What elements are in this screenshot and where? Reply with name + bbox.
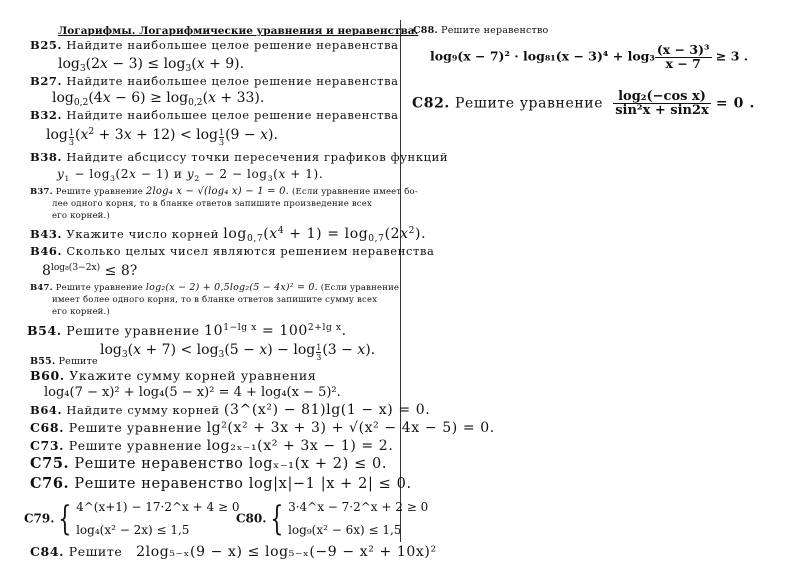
formula-b43 [223, 226, 426, 242]
problem-text: (Если уравнение имеет бо- [291, 187, 418, 197]
system [76, 496, 239, 542]
formula-c88 [430, 44, 748, 70]
problem-label: C75. [30, 455, 70, 472]
f: x [196, 56, 205, 72]
problem-b43 [30, 226, 427, 244]
f: − 2 − log [199, 167, 268, 181]
f: 1 [316, 343, 322, 352]
formula-b60: log₄(7 − x)² + log₄(5 − x)² = 4 + log₄(x − 5)². [44, 385, 341, 400]
f: 3 [218, 350, 225, 360]
f: log₂(−cos x) [613, 90, 711, 104]
f: + 7) < log [141, 342, 219, 358]
formula-c68: lg²(x² + 3x + 3) + √(x² − 4x − 5) = 0. [206, 420, 495, 436]
f: . [341, 323, 347, 339]
formula-b55 [100, 343, 375, 362]
f: ( [202, 90, 209, 106]
f: 1 [64, 174, 70, 183]
problem-label: C88. [413, 25, 438, 36]
inequality-2: log₉(x² − 6x) ≤ 1,5 [288, 523, 402, 537]
f: 3 [121, 350, 128, 360]
f: 8 [42, 263, 51, 279]
problem-text: Решите неравенство [74, 476, 244, 492]
f: 3 [219, 138, 225, 147]
f: ( [263, 226, 270, 242]
f: log [58, 56, 80, 72]
problem-b46 [30, 246, 435, 258]
problem-b25 [30, 40, 399, 52]
f: 0,2 [188, 98, 203, 108]
problem-label: C79. [24, 511, 55, 526]
fraction [655, 44, 712, 70]
problem-text: Укажите число корней [66, 227, 220, 241]
formula-c75: logₓ₋₁(x + 2) ≤ 0. [248, 456, 388, 472]
formula-c84: 2log₅₋ₓ(9 − x) ≤ log₅₋ₓ(−9 − x² + 10x)² [136, 544, 437, 560]
f: x − 7 [665, 55, 701, 71]
f: 3 [79, 64, 86, 74]
problem-text: Найдите наибольшее целое решение неравенства [66, 38, 399, 52]
problem-label: C73. [30, 438, 65, 453]
f: − 1) и [136, 167, 187, 181]
formula: 2log₄ x − √(log₄ x) − 1 = 0. [145, 186, 290, 197]
problem-c88 [413, 26, 548, 36]
problem-c79 [24, 496, 239, 542]
f: 3 [185, 64, 192, 74]
f: x [123, 127, 132, 143]
f: ( [127, 342, 134, 358]
problem-label: C84. [30, 544, 65, 559]
problem-b64 [30, 403, 430, 417]
fraction [219, 128, 224, 147]
problem-text: (Если уравнение [320, 283, 400, 293]
f: 2 [194, 174, 200, 183]
f: ( [273, 167, 279, 181]
problem-label: B64. [30, 403, 63, 417]
problem-text: Решите уравнение [66, 323, 200, 338]
f: + 3 [94, 127, 124, 143]
problem-c68 [30, 421, 495, 435]
problem-c80 [236, 496, 428, 542]
f: log [100, 342, 122, 358]
problem-label: B55. [30, 356, 56, 367]
problem-label: B46. [30, 244, 63, 258]
problem-text: Решите уравнение [454, 95, 604, 112]
f: log₉(x − 7)² · log₈₁(x − 3)⁴ + log₃ [430, 48, 655, 64]
f: x [259, 342, 268, 358]
formula: log₂(x − 2) + 0,5log₂(5 − 4x)² = 0. [145, 282, 318, 293]
f: x [357, 342, 366, 358]
problem-label: B37. [30, 187, 53, 197]
f: ). [415, 226, 427, 242]
f: 1 [219, 128, 225, 137]
f: 0,2 [73, 98, 89, 108]
fraction [316, 343, 321, 362]
problem-label: C76. [30, 475, 70, 492]
f: x [260, 127, 268, 143]
inequality-1: 3·4^x − 7·2^x + 2 ≥ 0 [288, 500, 429, 514]
system [288, 496, 428, 542]
fraction [613, 90, 711, 117]
problem-b54 [27, 324, 347, 338]
problem-text: Решите [68, 544, 123, 559]
f: = 100 [256, 323, 308, 339]
formula-b54 [204, 323, 347, 339]
f: ). [365, 342, 376, 358]
f: + 1) = log [284, 226, 369, 242]
f: x [129, 167, 137, 181]
f: 1−lg x [223, 323, 257, 333]
formula-c73: log₂ₓ₋₁(x² + 3x − 1) = 2. [206, 438, 394, 454]
f: (2 [115, 167, 130, 181]
problem-c84 [30, 545, 437, 559]
formula-b46 [42, 264, 137, 278]
f: ≥ 3 . [715, 48, 749, 64]
f: ( [74, 127, 81, 143]
problem-c75 [30, 457, 387, 472]
problem-label: B43. [30, 227, 63, 241]
problem-label: C82. [412, 95, 450, 112]
problem-c76 [30, 477, 412, 492]
problem-b55 [30, 357, 98, 367]
f: ). [268, 127, 278, 143]
f: 4 [277, 226, 285, 236]
problem-text: Найдите наибольшее целое решение неравенства [66, 108, 399, 122]
problem-label: B25. [30, 38, 63, 52]
problem-b37-line2: лее одного корня, то в бланке ответов запишите произведение всех [52, 199, 372, 209]
f: x [133, 342, 142, 358]
f: − 3) ≤ log [107, 56, 186, 72]
f: 1 [68, 128, 74, 137]
f: (9 − [225, 127, 261, 143]
f: (4 [88, 90, 103, 106]
page-title: Логарифмы. Логарифмические уравнения и неравенства. [58, 25, 419, 37]
f: (x − 3)³ [656, 42, 710, 57]
formula-c76: log|x|−1 |x + 2| ≤ 0. [248, 476, 412, 492]
problem-label: B60. [30, 368, 65, 383]
problem-b37 [30, 187, 418, 197]
system-brace: { [270, 499, 284, 539]
f: − log [69, 167, 110, 181]
problem-label: B27. [30, 74, 63, 88]
f: log₈(3−2x) [50, 263, 101, 273]
problem-text: Найдите абсциссу точки пересечения графиков функций [66, 150, 449, 164]
problem-text: Найдите сумму корней [66, 403, 220, 417]
problem-text: Решите уравнение [55, 187, 143, 197]
f: 0,7 [246, 234, 264, 244]
problem-b47-line3: его корней.) [52, 307, 110, 317]
f: 0,7 [368, 234, 385, 244]
problem-text: Решите неравенство [441, 25, 549, 36]
f: + 33). [215, 90, 265, 106]
f: 3 [68, 138, 74, 147]
f: 2 [408, 226, 416, 236]
problem-b47 [30, 283, 399, 293]
problem-label: B32. [30, 108, 63, 122]
f: 10 [204, 323, 224, 339]
problem-b47-line2: имеет более одного корня, то в бланке ответов запишите сумму всех [52, 295, 378, 305]
problem-text: Укажите сумму корней уравнения [69, 368, 317, 383]
f: + 12) < log [131, 127, 218, 143]
f: 2+lg x [307, 323, 342, 333]
problem-text: Найдите наибольшее целое решение неравенства [66, 74, 399, 88]
problem-b60 [30, 370, 316, 383]
f: x [278, 167, 286, 181]
problem-c73 [30, 439, 393, 453]
f: − 6) ≥ log [110, 90, 189, 106]
f: + 1). [285, 167, 324, 181]
problem-b38 [30, 152, 448, 164]
f: x [400, 226, 409, 242]
f: 3 [109, 174, 116, 183]
inequality-1: 4^(x+1) − 17·2^x + 4 ≥ 0 [76, 500, 240, 514]
problem-text: Решите уравнение [68, 420, 202, 435]
f: x [80, 127, 89, 143]
f: (2 [384, 226, 401, 242]
problem-b32 [30, 110, 399, 122]
problem-b27 [30, 76, 399, 88]
system-brace: { [58, 499, 72, 539]
f: x [102, 90, 111, 106]
formula-b32 [46, 128, 278, 147]
f: 3 [316, 353, 322, 362]
column-divider [400, 20, 401, 542]
f: log [223, 226, 247, 242]
problem-c82 [412, 90, 755, 117]
f: ) − log [267, 342, 316, 358]
problem-text: Решите уравнение [68, 438, 202, 453]
problem-label: C68. [30, 420, 65, 435]
f: 3 [267, 174, 274, 183]
f: + 9). [204, 56, 245, 72]
problem-text: Сколько целых чисел являются решением неравенства [66, 244, 435, 258]
f: = 0 . [715, 95, 755, 112]
problem-label: C80. [236, 511, 267, 526]
inequality-2: log₄(x² − 2x) ≤ 1,5 [76, 523, 190, 537]
f: sin²x + sin2x [615, 103, 709, 118]
formula-b25 [58, 56, 245, 74]
problem-b37-line3: его корней.) [52, 211, 110, 221]
f: x [100, 56, 108, 72]
fraction [69, 128, 74, 147]
f: log [46, 127, 68, 143]
f: ( [191, 56, 197, 72]
f: ≤ 8? [100, 263, 138, 279]
f: (5 − [224, 342, 260, 358]
f: y [186, 167, 195, 181]
f: x [269, 226, 278, 242]
problem-label: B47. [30, 283, 53, 293]
f: x [208, 90, 216, 106]
f: (3 − [322, 342, 358, 358]
problem-text: Решите [58, 356, 98, 367]
problem-label: B38. [30, 150, 63, 164]
formula-b27 [52, 90, 265, 108]
f: 2 [88, 127, 95, 137]
formula-b38 [57, 167, 324, 183]
f: (2 [85, 56, 101, 72]
formula-b64: (3^(x²) − 81)lg(1 − x) = 0. [223, 402, 431, 418]
f: log [52, 90, 74, 106]
f: y [57, 167, 65, 181]
problem-text: Решите неравенство [74, 456, 244, 472]
problem-label: B54. [27, 323, 62, 338]
problem-text: Решите уравнение [55, 283, 143, 293]
